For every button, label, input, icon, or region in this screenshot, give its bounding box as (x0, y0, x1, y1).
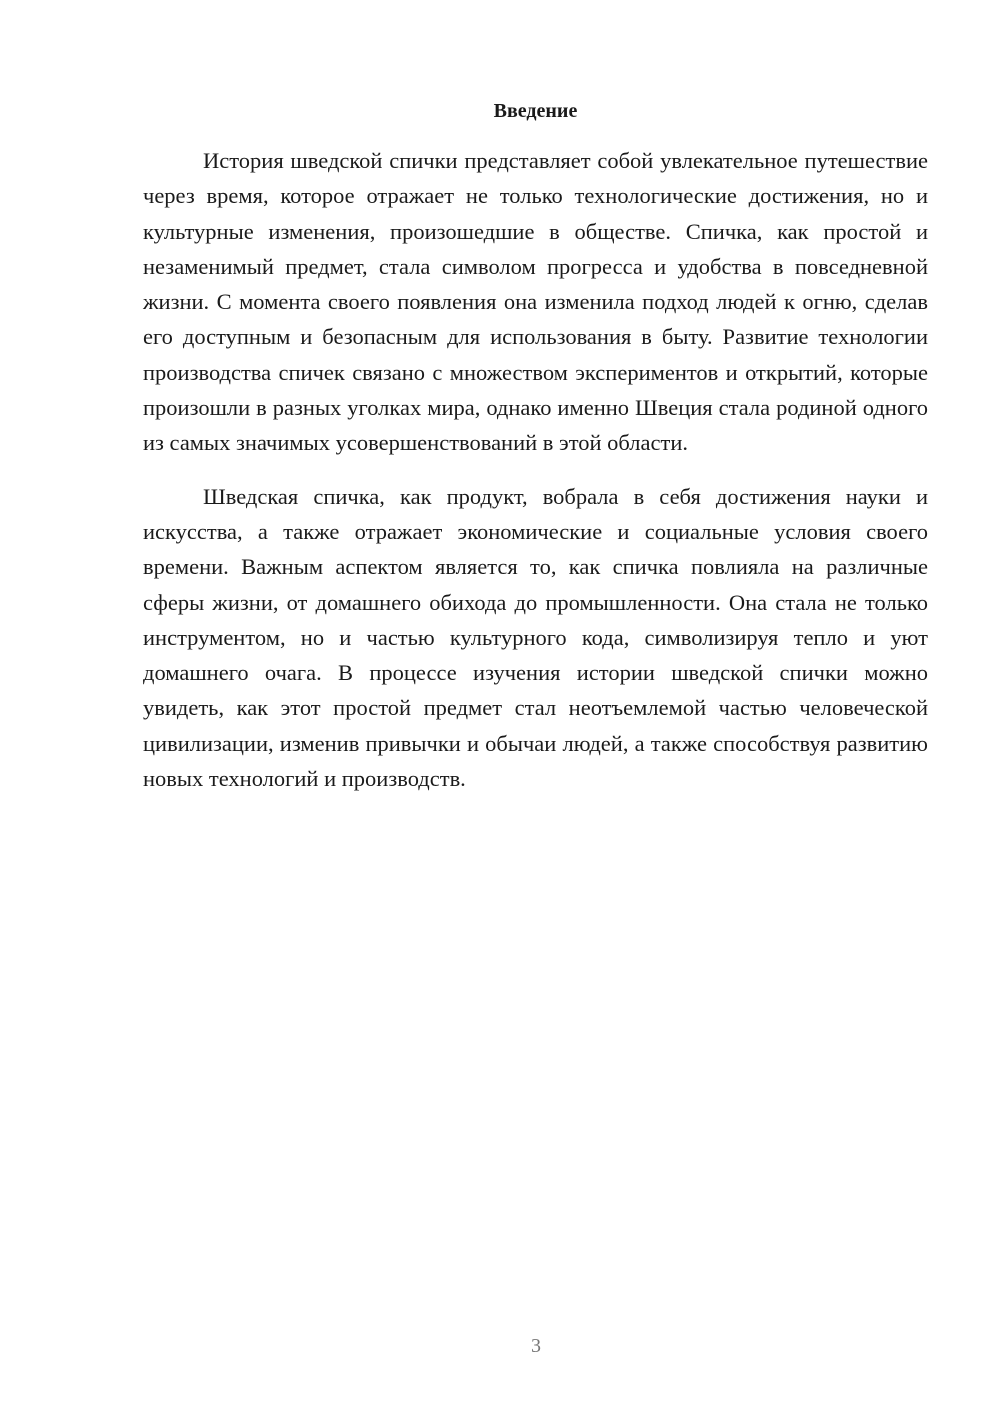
body-text (143, 143, 928, 814)
paragraph-2: Шведская спичка, как продукт, вобрала в себя достижения науки и искусства, а также отражает экономические и социальные условия своего времени. Важным аспектом является то, как спичка повлияла на различные сферы жизни, от домашнего обихода до промышленности. Она стала не только инструментом, но и частью культурного кода, символизируя тепло и уют домашнего очага. В процессе изучения истории шведской спички можно увидеть, как этот простой предмет стал неотъемлемой частью человеческой цивилизации, изменив привычки и обычаи людей, а также способствуя развитию новых технологий и производств. (143, 483, 928, 792)
page-number: 3 (531, 1335, 541, 1357)
paragraph-1: История шведской спички представляет собой увлекательное путешествие через время, которое отражает не только технологические достижения, но и культурные изменения, произошедшие в обществе. Спичка, как простой и незаменимый предмет, стала символом прогресса и удобства в повседневной жизни. С момента своего появления она изменила подход людей к огню, сделав его доступным и безопасным для использования в быту. Развитие технологии производства спичек связано с множеством экспериментов и открытий, которые произошли в разных уголках мира, однако именно Швеция стала родиной одного из самых значимых усовершенствований в этой области. (143, 148, 928, 456)
section-heading: Введение (493, 100, 578, 122)
